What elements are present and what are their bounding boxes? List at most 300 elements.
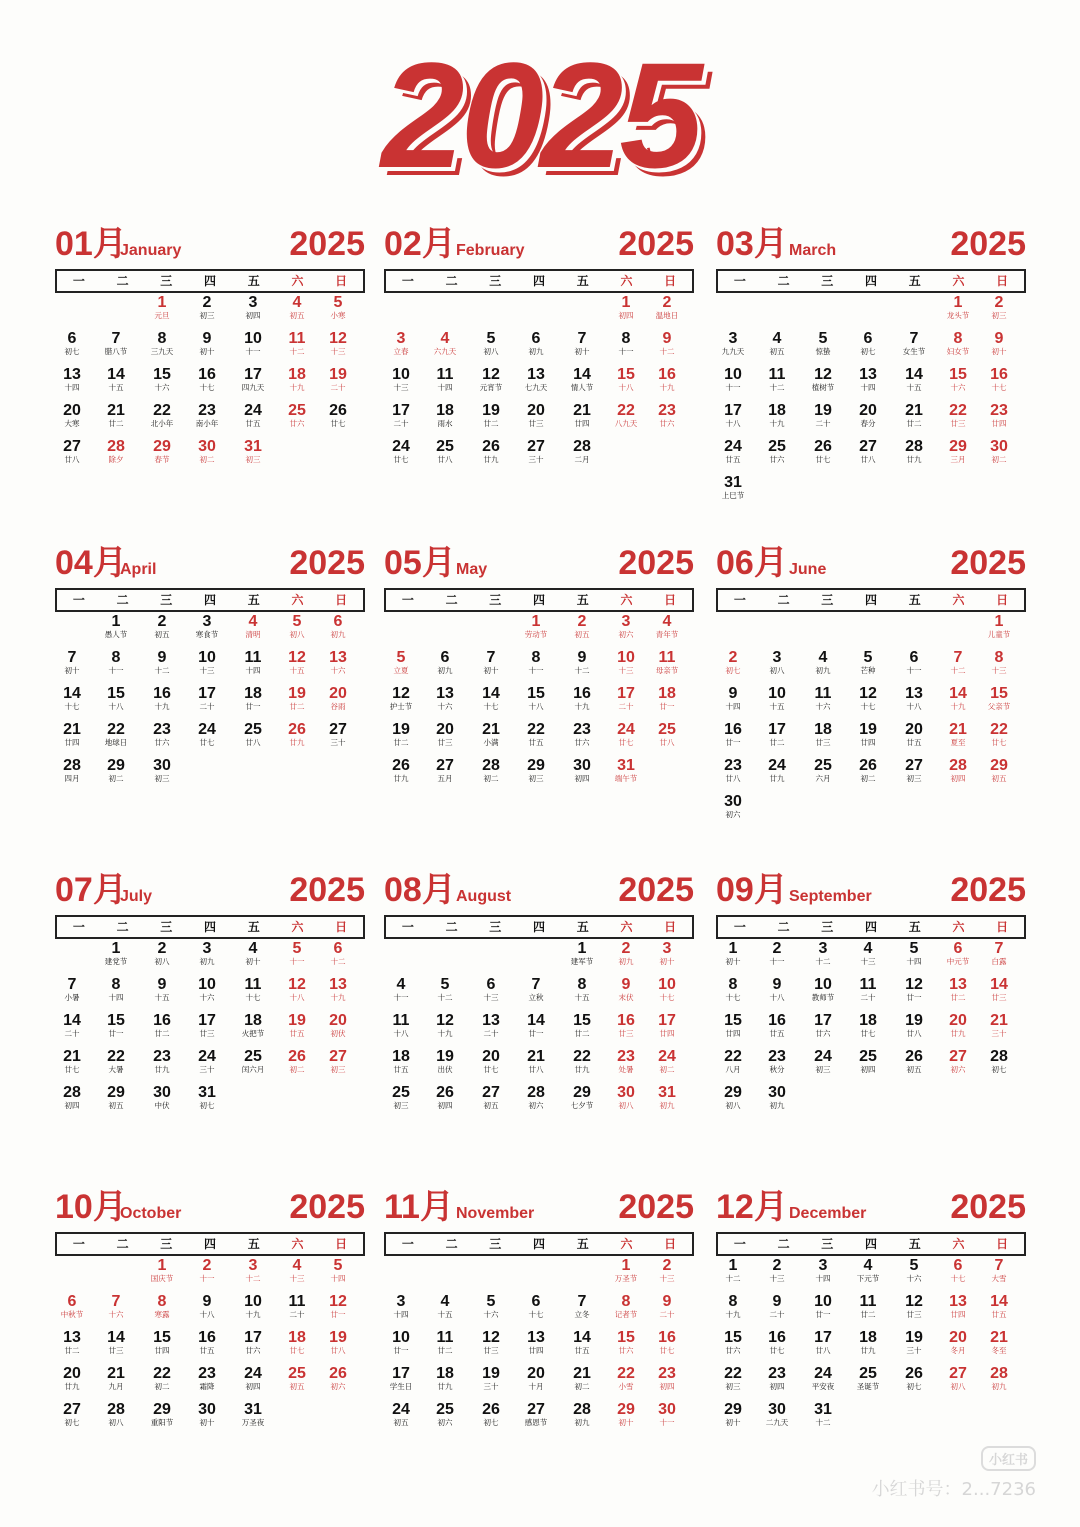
day-number: 15: [990, 685, 1008, 702]
day-cell: [231, 1329, 275, 1363]
day-number: 5: [396, 649, 406, 666]
month-english-name: December: [789, 1205, 867, 1222]
lunar-label: 闰六月: [241, 1065, 265, 1074]
day-cell: [275, 330, 319, 364]
month-number: 05月: [384, 544, 456, 582]
weekday-label: 四: [533, 920, 546, 934]
day-cell: [801, 402, 845, 436]
lunar-label: 廿五: [528, 738, 544, 747]
lunar-label: 十二: [725, 1274, 741, 1283]
day-number: 28: [573, 1401, 591, 1418]
lunar-label: 十二: [815, 1418, 831, 1427]
lunar-label: 二十: [289, 1310, 305, 1319]
day-number: 16: [768, 1329, 786, 1346]
day-number: 3: [248, 1257, 258, 1274]
day-cell: [316, 366, 360, 400]
day-number: 27: [63, 438, 81, 455]
lunar-label: 清明: [245, 630, 261, 639]
day-cell: [423, 330, 467, 364]
lunar-label: 廿一: [528, 1029, 544, 1038]
lunar-label: 三十: [330, 738, 346, 747]
day-number: 21: [573, 402, 591, 419]
day-number: 3: [396, 330, 406, 347]
lunar-label: 廿九: [154, 1065, 170, 1074]
day-number: 29: [724, 1401, 742, 1418]
day-number: 29: [990, 757, 1008, 774]
day-cell: [275, 402, 319, 436]
weekday-label: 一: [72, 920, 85, 934]
day-cell: [94, 438, 138, 472]
day-number: 30: [617, 1084, 635, 1101]
weekday-label: 五: [247, 920, 260, 934]
day-number: 29: [527, 757, 545, 774]
weekday-label: 四: [204, 593, 217, 607]
day-cell: [423, 1293, 467, 1327]
lunar-label: 五月: [437, 774, 453, 783]
day-number: 6: [67, 1293, 77, 1310]
day-number: 16: [658, 366, 676, 383]
day-number: 29: [107, 1084, 125, 1101]
day-cell: [977, 1293, 1021, 1327]
day-number: 26: [288, 1048, 306, 1065]
month-block: [384, 868, 694, 1168]
day-number: 14: [107, 1329, 125, 1346]
day-cell: [604, 1365, 648, 1399]
day-number: 10: [392, 1329, 410, 1346]
day-number: 18: [392, 1048, 410, 1065]
lunar-label: 十八: [393, 1029, 409, 1038]
lunar-label: 十二: [289, 347, 305, 356]
day-number: 9: [621, 976, 631, 993]
day-cell: [604, 721, 648, 755]
day-cell: [645, 1084, 689, 1118]
day-number: 20: [527, 1365, 545, 1382]
day-cell: [892, 1012, 936, 1046]
day-number: 16: [990, 366, 1008, 383]
weekday-label: 二: [116, 920, 129, 934]
weekday-label: 四: [865, 1237, 878, 1251]
day-cell: [977, 1012, 1021, 1046]
weekday-label: 五: [576, 593, 589, 607]
day-number: 28: [990, 1048, 1008, 1065]
day-cell: [711, 1048, 755, 1082]
day-cell: [275, 1257, 319, 1291]
day-number: 31: [244, 1401, 262, 1418]
lunar-label: 十二: [574, 666, 590, 675]
day-cell: [755, 1012, 799, 1046]
day-number: 9: [202, 1293, 212, 1310]
day-cell: [560, 940, 604, 974]
lunar-label: 十三: [659, 1274, 675, 1283]
day-cell: [711, 1084, 755, 1118]
lunar-label: 十一: [659, 1418, 675, 1427]
lunar-label: 小雪: [618, 1382, 634, 1391]
day-number: 4: [772, 330, 782, 347]
day-number: 22: [153, 1365, 171, 1382]
day-number: 11: [288, 1293, 306, 1310]
day-number: 13: [63, 1329, 81, 1346]
lunar-label: 廿三: [528, 419, 544, 428]
day-number: 10: [658, 976, 676, 993]
day-cell: [140, 649, 184, 683]
day-cell: [560, 1048, 604, 1082]
day-number: 16: [198, 366, 216, 383]
day-number: 8: [111, 649, 121, 666]
weekday-label: 日: [996, 593, 1009, 607]
day-number: 1: [728, 940, 738, 957]
lunar-label: 初九: [991, 1382, 1007, 1391]
day-number: 15: [724, 1329, 742, 1346]
lunar-label: 初九: [330, 630, 346, 639]
day-number: 18: [436, 402, 454, 419]
day-cell: [316, 940, 360, 974]
day-cell: [140, 757, 184, 791]
day-cell: [645, 1012, 689, 1046]
day-number: 21: [527, 1048, 545, 1065]
lunar-label: 冬月: [950, 1346, 966, 1355]
day-cell: [755, 1365, 799, 1399]
day-cell: [801, 649, 845, 683]
lunar-label: 廿一: [906, 993, 922, 1002]
day-cell: [50, 1084, 94, 1118]
lunar-label: 十二: [437, 993, 453, 1002]
lunar-label: 三九天: [150, 347, 174, 356]
day-cell: [936, 366, 980, 400]
lunar-label: 雨水: [437, 419, 453, 428]
day-number: 9: [577, 649, 587, 666]
lunar-label: 十一: [769, 957, 785, 966]
day-cell: [560, 613, 604, 647]
lunar-label: 初三: [199, 311, 215, 320]
day-cell: [140, 1293, 184, 1327]
day-number: 6: [531, 330, 541, 347]
lunar-label: 立秋: [528, 993, 544, 1002]
day-number: 19: [814, 402, 832, 419]
lunar-label: 十九: [574, 702, 590, 711]
lunar-label: 初八: [483, 347, 499, 356]
weekday-label: 日: [996, 274, 1009, 288]
day-cell: [560, 438, 604, 472]
day-cell: [755, 685, 799, 719]
day-number: 24: [392, 438, 410, 455]
weekday-label: 五: [908, 1237, 921, 1251]
lunar-label: 上巳节: [721, 491, 745, 500]
lunar-label: 父亲节: [987, 702, 1011, 711]
lunar-label: 廿三: [108, 1346, 124, 1355]
weekday-label: 二: [445, 593, 458, 607]
day-cell: [755, 976, 799, 1010]
day-number: 8: [621, 330, 631, 347]
lunar-label: 建军节: [570, 957, 594, 966]
day-number: 27: [482, 1084, 500, 1101]
day-number: 20: [949, 1329, 967, 1346]
day-number: 2: [662, 1257, 672, 1274]
month-number: 09月: [716, 871, 788, 909]
weekday-label: 日: [996, 920, 1009, 934]
lunar-label: 北小年: [150, 419, 174, 428]
day-cell: [94, 976, 138, 1010]
lunar-label: 初十: [199, 1418, 215, 1427]
day-number: 20: [63, 402, 81, 419]
day-cell: [936, 402, 980, 436]
lunar-label: 廿二: [483, 419, 499, 428]
lunar-label: 十二: [659, 347, 675, 356]
day-cell: [711, 1329, 755, 1363]
weekday-label: 六: [620, 593, 633, 607]
day-number: 15: [153, 366, 171, 383]
day-number: 8: [953, 330, 963, 347]
month-number: 12月: [716, 1188, 788, 1226]
day-number: 4: [292, 1257, 302, 1274]
day-cell: [892, 757, 936, 791]
day-cell: [560, 1084, 604, 1118]
day-number: 12: [288, 976, 306, 993]
weekday-label: 二: [777, 274, 790, 288]
day-number: 5: [333, 294, 343, 311]
day-cell: [514, 1293, 558, 1327]
weekday-label: 四: [533, 1237, 546, 1251]
day-cell: [645, 1293, 689, 1327]
lunar-label: 下元节: [856, 1274, 880, 1283]
day-number: 28: [63, 1084, 81, 1101]
day-number: 31: [814, 1401, 832, 1418]
day-cell: [560, 649, 604, 683]
watermark: [872, 1446, 1036, 1501]
day-cell: [140, 1365, 184, 1399]
weekday-label: 六: [620, 920, 633, 934]
day-cell: [423, 757, 467, 791]
day-number: 19: [288, 685, 306, 702]
lunar-label: 初二: [199, 455, 215, 464]
day-number: 17: [768, 721, 786, 738]
lunar-label: 初十: [245, 957, 261, 966]
weekday-label: 四: [533, 593, 546, 607]
lunar-label: 十二: [245, 1274, 261, 1283]
day-number: 8: [157, 330, 167, 347]
day-number: 19: [329, 1329, 347, 1346]
day-cell: [846, 1012, 890, 1046]
lunar-label: 十一: [108, 666, 124, 675]
lunar-label: 八九天: [614, 419, 638, 428]
day-number: 13: [905, 685, 923, 702]
day-number: 13: [63, 366, 81, 383]
weekday-label: 三: [489, 920, 502, 934]
day-number: 31: [198, 1084, 216, 1101]
day-cell: [275, 294, 319, 328]
day-cell: [892, 1365, 936, 1399]
day-number: 20: [859, 402, 877, 419]
day-cell: [645, 1329, 689, 1363]
day-number: 12: [288, 649, 306, 666]
weekday-label: 日: [664, 274, 677, 288]
lunar-label: 十四: [108, 993, 124, 1002]
lunar-label: 廿七: [769, 1346, 785, 1355]
day-number: 19: [905, 1012, 923, 1029]
lunar-label: 初四: [659, 1382, 675, 1391]
lunar-label: 十九: [437, 1029, 453, 1038]
lunar-label: 母亲节: [655, 666, 679, 675]
day-cell: [316, 1012, 360, 1046]
lunar-label: 廿一: [330, 1310, 346, 1319]
day-number: 27: [905, 757, 923, 774]
lunar-label: 十八: [528, 702, 544, 711]
day-cell: [469, 1293, 513, 1327]
day-number: 29: [617, 1401, 635, 1418]
lunar-label: 端午节: [614, 774, 638, 783]
day-number: 9: [728, 685, 738, 702]
lunar-label: 廿二: [437, 1346, 453, 1355]
day-cell: [801, 330, 845, 364]
weekday-label: 四: [533, 274, 546, 288]
day-cell: [379, 438, 423, 472]
lunar-label: 初十: [991, 347, 1007, 356]
day-number: 10: [392, 366, 410, 383]
day-number: 11: [436, 366, 454, 383]
day-cell: [231, 976, 275, 1010]
month-english-name: April: [120, 561, 157, 578]
weekday-label: 日: [664, 593, 677, 607]
lunar-label: 霜降: [199, 1382, 215, 1391]
day-cell: [469, 1084, 513, 1118]
lunar-label: 除夕: [108, 455, 124, 464]
lunar-label: 元旦: [154, 311, 170, 320]
lunar-label: 廿九: [574, 1065, 590, 1074]
day-number: 10: [768, 685, 786, 702]
lunar-label: 建党节: [104, 957, 128, 966]
day-number: 15: [107, 1012, 125, 1029]
lunar-label: 初三: [725, 1382, 741, 1391]
day-cell: [423, 1048, 467, 1082]
lunar-label: 廿七: [330, 419, 346, 428]
day-cell: [936, 294, 980, 328]
day-cell: [977, 721, 1021, 755]
day-number: 23: [153, 1048, 171, 1065]
day-cell: [469, 721, 513, 755]
day-cell: [801, 685, 845, 719]
day-number: 11: [392, 1012, 410, 1029]
day-cell: [514, 402, 558, 436]
day-number: 26: [814, 438, 832, 455]
day-cell: [514, 366, 558, 400]
lunar-label: 二十: [330, 383, 346, 392]
lunar-label: 初七: [991, 1065, 1007, 1074]
day-cell: [560, 1401, 604, 1435]
day-cell: [560, 685, 604, 719]
lunar-label: 十九: [245, 1310, 261, 1319]
day-number: 5: [333, 1257, 343, 1274]
weekday-header: [384, 588, 694, 612]
day-number: 22: [153, 402, 171, 419]
lunar-label: 十八: [108, 702, 124, 711]
day-cell: [977, 1365, 1021, 1399]
month-english-name: March: [789, 242, 837, 259]
day-number: 14: [63, 685, 81, 702]
day-cell: [711, 940, 755, 974]
lunar-label: 廿二: [574, 1029, 590, 1038]
lunar-label: 廿二: [393, 738, 409, 747]
lunar-label: 三月: [950, 455, 966, 464]
lunar-label: 初四: [769, 1382, 785, 1391]
lunar-label: 廿二: [860, 1310, 876, 1319]
weekday-label: 五: [247, 593, 260, 607]
lunar-label: 廿四: [950, 1310, 966, 1319]
weekday-header: [384, 1232, 694, 1256]
day-cell: [645, 721, 689, 755]
day-cell: [977, 613, 1021, 647]
month-number: 10月: [55, 1188, 127, 1226]
day-number: 7: [953, 649, 963, 666]
day-cell: [514, 613, 558, 647]
day-number: 3: [728, 330, 738, 347]
month-header: [716, 868, 1026, 912]
lunar-label: 二十: [860, 993, 876, 1002]
lunar-label: 初九: [618, 957, 634, 966]
day-number: 25: [768, 438, 786, 455]
day-cell: [275, 1012, 319, 1046]
day-cell: [604, 685, 648, 719]
weekday-label: 三: [821, 920, 834, 934]
day-number: 10: [617, 649, 635, 666]
day-cell: [645, 366, 689, 400]
day-number: 7: [111, 330, 121, 347]
day-cell: [140, 330, 184, 364]
day-number: 3: [818, 940, 828, 957]
day-cell: [977, 330, 1021, 364]
day-cell: [316, 685, 360, 719]
weekday-header: [384, 269, 694, 293]
day-number: 18: [859, 1012, 877, 1029]
month-english-name: September: [789, 888, 872, 905]
lunar-label: 腊八节: [104, 347, 128, 356]
lunar-label: 廿九: [437, 1382, 453, 1391]
lunar-label: 初九: [769, 1101, 785, 1110]
lunar-label: 廿三: [483, 1346, 499, 1355]
day-number: 23: [768, 1365, 786, 1382]
day-number: 30: [724, 793, 742, 810]
lunar-label: 廿四: [64, 738, 80, 747]
lunar-label: 圣诞节: [856, 1382, 880, 1391]
lunar-label: 廿五: [393, 1065, 409, 1074]
day-number: 20: [329, 1012, 347, 1029]
day-cell: [94, 1293, 138, 1327]
lunar-label: 六月: [815, 774, 831, 783]
day-cell: [892, 1257, 936, 1291]
lunar-label: 廿二: [950, 993, 966, 1002]
weekday-label: 四: [865, 274, 878, 288]
lunar-label: 八月: [725, 1065, 741, 1074]
lunar-label: 廿八: [815, 1346, 831, 1355]
lunar-label: 廿二: [289, 702, 305, 711]
day-number: 12: [392, 685, 410, 702]
day-number: 19: [905, 1329, 923, 1346]
day-number: 25: [859, 1365, 877, 1382]
weekday-label: 三: [489, 1237, 502, 1251]
day-cell: [560, 757, 604, 791]
day-number: 8: [621, 1293, 631, 1310]
lunar-label: 十四: [330, 1274, 346, 1283]
weekday-label: 一: [733, 1237, 746, 1251]
day-number: 2: [157, 613, 167, 630]
day-number: 11: [859, 976, 877, 993]
lunar-label: 初六: [618, 630, 634, 639]
weekday-label: 二: [445, 1237, 458, 1251]
day-number: 25: [244, 721, 262, 738]
lunar-label: 立春: [393, 347, 409, 356]
day-number: 5: [818, 330, 828, 347]
lunar-label: 初三: [528, 774, 544, 783]
day-cell: [560, 1365, 604, 1399]
weekday-label: 五: [576, 1237, 589, 1251]
